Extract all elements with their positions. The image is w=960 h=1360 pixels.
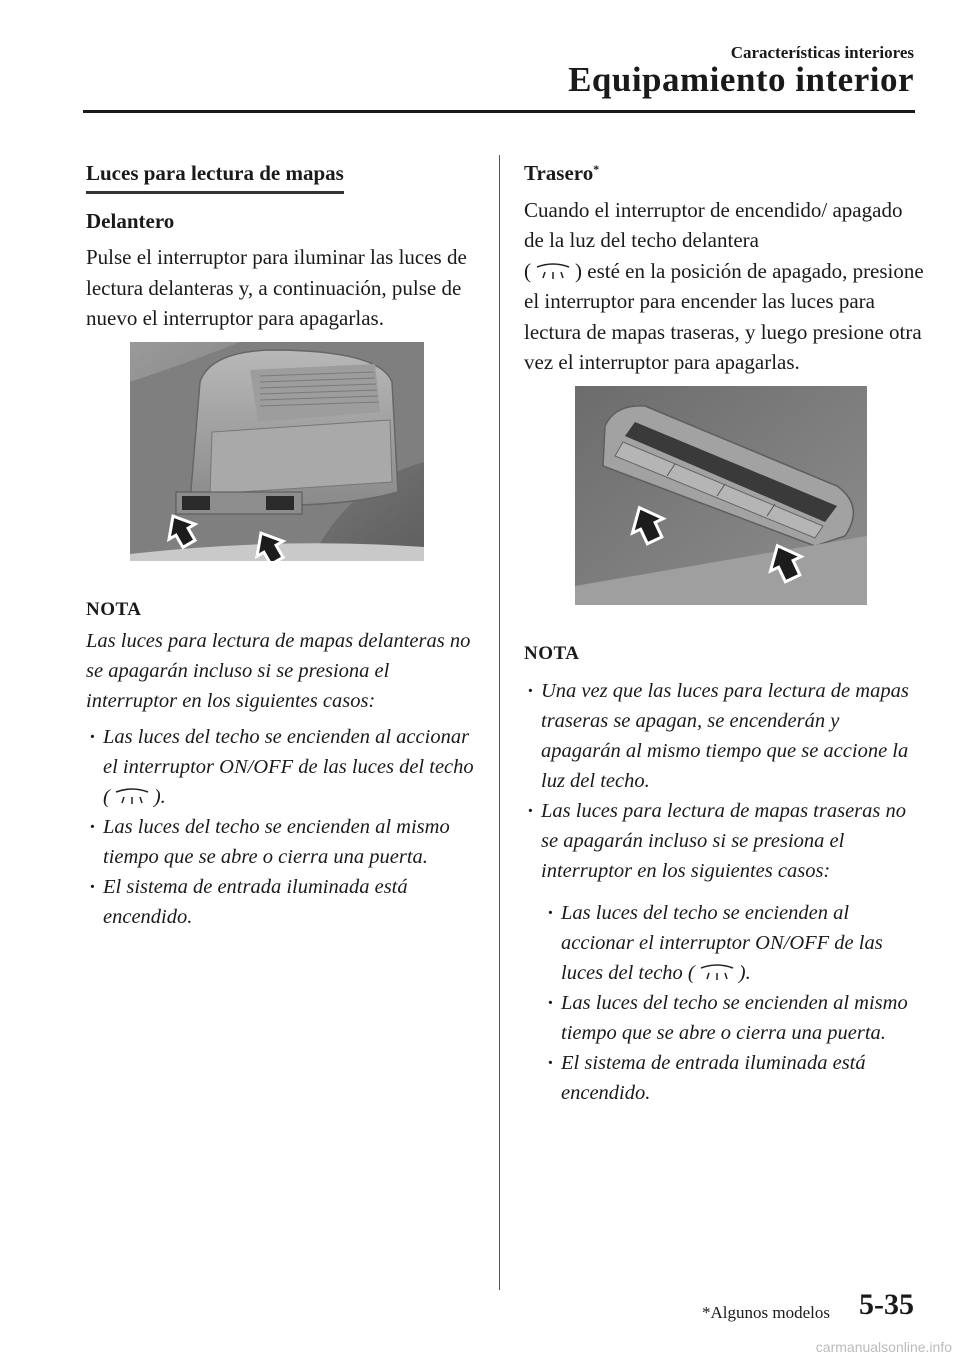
dome-light-icon xyxy=(112,788,152,808)
dome-light-icon xyxy=(533,263,573,283)
subtitle-rear: Trasero* xyxy=(524,161,600,185)
rear-map-light-image xyxy=(575,386,867,605)
front-map-light-image xyxy=(130,342,424,561)
subtitle-front: Delantero xyxy=(86,208,175,233)
list-item: · Las luces del techo se encienden al accionar el interruptor ON/OFF de las luces del techo ( ). xyxy=(86,722,476,812)
footer-note: *Algunos modelos xyxy=(702,1303,830,1322)
page-title: Equipamiento interior xyxy=(568,60,914,99)
list-item: · El sistema de entrada iluminada está encendido. xyxy=(544,1048,924,1108)
watermark: carmanualsonline.info xyxy=(815,1339,952,1355)
front-instructions: Pulse el interruptor para iluminar las luces de lectura delanteras y, a continuación, pulse de nuevo el interruptor para apagarlas. xyxy=(86,245,467,330)
nota-intro: Las luces para lectura de mapas delanteras no se apagarán incluso si se presiona el interruptor en los siguientes casos: xyxy=(86,629,471,712)
right-column xyxy=(524,150,924,1108)
list-item: · Las luces del techo se encienden al accionar el interruptor ON/OFF de las luces del techo ( ). xyxy=(544,898,924,988)
section-title: Luces para lectura de mapas xyxy=(86,158,344,194)
asterisk-mark: * xyxy=(593,162,600,176)
rear-instructions-a: Cuando el interruptor de encendido/ apagado de la luz del techo delantera xyxy=(524,197,903,252)
chapter-header: Características interiores xyxy=(730,43,914,62)
list-item: · Las luces del techo se encienden al mismo tiempo que se abre o cierra una puerta. xyxy=(544,988,924,1048)
column-divider xyxy=(499,155,500,1290)
rear-instructions-b: ( ) esté en la posición de apagado, presione el interruptor para encender las luces para lectura de mapas traseras, y luego presione otra vez el interruptor para apagarlas. xyxy=(524,258,924,374)
front-map-light-photo xyxy=(130,342,476,570)
nota-label: NOTA xyxy=(86,599,142,620)
list-item: · Una vez que las luces para lectura de mapas traseras se apagan, se encenderán y apagarán al mismo tiempo que se accione la luz del techo. xyxy=(524,676,924,796)
page-number: 5-35 xyxy=(859,1288,914,1321)
header-rule xyxy=(83,110,915,113)
list-item: · El sistema de entrada iluminada está encendido. xyxy=(86,872,476,932)
left-column xyxy=(86,150,476,932)
rear-map-light-photo xyxy=(575,386,924,614)
nota-bullets xyxy=(524,676,924,886)
nota-label: NOTA xyxy=(524,643,580,664)
list-item: · Las luces del techo se encienden al mismo tiempo que se abre o cierra una puerta. xyxy=(86,812,476,872)
nota-bullets xyxy=(86,722,476,932)
list-item: · Las luces para lectura de mapas traseras no se apagarán incluso si se presiona el interruptor en los siguientes casos: xyxy=(524,796,924,886)
dome-light-icon xyxy=(697,964,737,984)
nested-bullets xyxy=(524,898,924,1108)
